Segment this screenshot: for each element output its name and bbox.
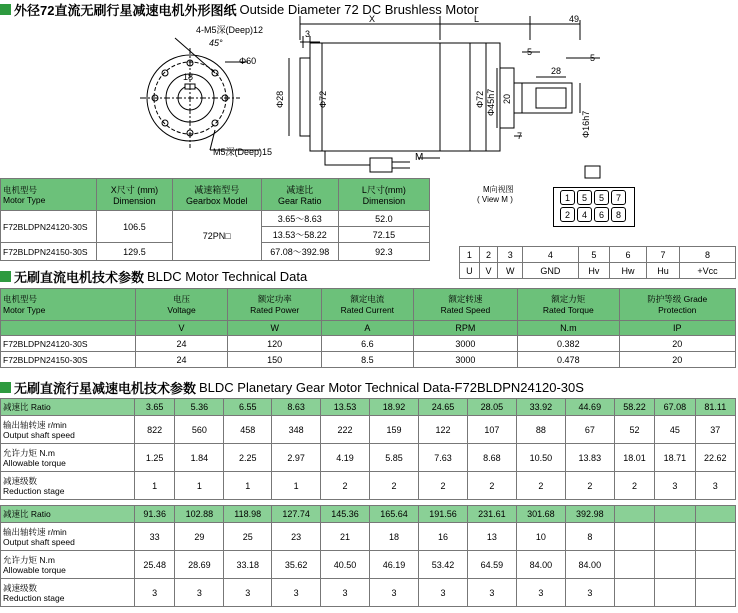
gear-cell: 64.59 bbox=[467, 551, 516, 579]
gear-cell: 3 bbox=[224, 579, 272, 607]
connector-pin: 2 bbox=[560, 207, 575, 222]
tech-table bbox=[0, 288, 736, 368]
gear-cell: 25 bbox=[224, 523, 272, 551]
rear-cap bbox=[300, 58, 310, 136]
gear-cell: 102.88 bbox=[175, 506, 224, 523]
gear-row bbox=[1, 579, 736, 607]
dim-phi72b: Φ72 bbox=[475, 90, 485, 108]
gear-cell: 165.64 bbox=[370, 506, 419, 523]
dim-l: L bbox=[474, 14, 480, 24]
tech-cell: 150 bbox=[228, 352, 322, 368]
gear-title-cn: 无刷直流行星减速电机技术参数 bbox=[14, 380, 197, 396]
tech-header-cell: 电机型号 Motor Type bbox=[1, 289, 136, 321]
tech-title-cn: 无刷直流电机技术参数 bbox=[14, 269, 145, 285]
gear-cell: 2.97 bbox=[272, 444, 321, 472]
gear-row-label: 允许力矩 N.m Allowable torque bbox=[1, 444, 135, 472]
gear-cell: 13.53 bbox=[321, 399, 370, 416]
tech-cell: 6.6 bbox=[321, 336, 413, 352]
gear-cell: 392.98 bbox=[565, 506, 614, 523]
gear-cell: 67 bbox=[565, 416, 614, 444]
gear-cell: 88 bbox=[516, 416, 565, 444]
gear-cell: 560 bbox=[175, 416, 224, 444]
gear-cell: 2 bbox=[418, 472, 467, 500]
gear-cell: 10 bbox=[516, 523, 565, 551]
gear-row bbox=[1, 506, 736, 523]
gear-cell: 84.00 bbox=[516, 551, 565, 579]
gear-cell bbox=[655, 523, 695, 551]
bolt-hole bbox=[162, 70, 168, 76]
gear-cell: 1 bbox=[175, 472, 224, 500]
gear-cell: 28.05 bbox=[467, 399, 516, 416]
dim-phi28: Φ28 bbox=[275, 90, 285, 108]
connector-plug bbox=[370, 158, 392, 172]
dim-20: 20 bbox=[502, 93, 512, 104]
tech-title bbox=[0, 267, 307, 285]
gear-cell: 348 bbox=[272, 416, 321, 444]
gear-cell: 1.84 bbox=[175, 444, 224, 472]
gear-cell: 35.62 bbox=[272, 551, 321, 579]
pin-label: +Vcc bbox=[679, 263, 735, 279]
gear-cell: 3 bbox=[565, 579, 614, 607]
gear-cell: 822 bbox=[135, 416, 175, 444]
dim-x: X bbox=[369, 14, 376, 24]
gearbox-model: 72PN□ bbox=[172, 211, 261, 261]
gear-row bbox=[1, 416, 736, 444]
gear-cell bbox=[614, 551, 654, 579]
gear-cell: 21 bbox=[321, 523, 370, 551]
gear-cell: 3 bbox=[516, 579, 565, 607]
pin-table bbox=[459, 246, 736, 279]
gear-cell: 2 bbox=[516, 472, 565, 500]
tech-cell: 8.5 bbox=[321, 352, 413, 368]
gear-cell: 3 bbox=[135, 579, 175, 607]
hdr-ratio: 减速比 Gear Ratio bbox=[261, 179, 338, 211]
gear-cell: 84.00 bbox=[565, 551, 614, 579]
gear-title bbox=[0, 378, 584, 396]
tech-unit-cell: IP bbox=[619, 321, 735, 336]
gear-cell: 28.69 bbox=[175, 551, 224, 579]
tech-unit-cell: RPM bbox=[413, 321, 517, 336]
gear-cell: 458 bbox=[224, 416, 272, 444]
tech-cell: 0.478 bbox=[518, 352, 619, 368]
gear-cell: 7.63 bbox=[418, 444, 467, 472]
model-x-2: 129.5 bbox=[97, 243, 173, 261]
tech-unit-cell bbox=[1, 321, 136, 336]
pin-label: W bbox=[498, 263, 523, 279]
connector-pin: 1 bbox=[560, 190, 575, 205]
gear-cell: 23 bbox=[272, 523, 321, 551]
gear-cell: 191.56 bbox=[418, 506, 467, 523]
tech-cell: 20 bbox=[619, 352, 735, 368]
model-x-1: 106.5 bbox=[97, 211, 173, 243]
tech-unit-row bbox=[1, 321, 736, 336]
gear-cell: 3 bbox=[175, 579, 224, 607]
gear-cell: 33.92 bbox=[516, 399, 565, 416]
dim-18: 18 bbox=[183, 72, 194, 82]
gear-cell: 1 bbox=[135, 472, 175, 500]
l-dim-1: 52.0 bbox=[338, 211, 429, 227]
gear-cell: 145.36 bbox=[321, 506, 370, 523]
pin-label: Hu bbox=[646, 263, 679, 279]
tech-row bbox=[1, 336, 736, 352]
bolt-note: 4-M5深(Deep)12 bbox=[196, 25, 264, 35]
gear-cell: 18.92 bbox=[370, 399, 419, 416]
gear-cell: 67.08 bbox=[655, 399, 695, 416]
pin-number: 1 bbox=[460, 247, 480, 263]
gear-cell: 8.68 bbox=[467, 444, 516, 472]
tech-unit-cell: N.m bbox=[518, 321, 619, 336]
drawing-title-cn: 外径72直流无刷行星减速电机外形图纸 bbox=[14, 2, 237, 18]
gear-cell: 3 bbox=[655, 472, 695, 500]
model-type-1: F72BLDPN24120-30S bbox=[1, 211, 97, 243]
pin-number: 4 bbox=[523, 247, 578, 263]
gear-row-label: 输出轴转速 r/min Output shaft speed bbox=[1, 416, 135, 444]
gear-cell: 1 bbox=[272, 472, 321, 500]
gear-cell: 8 bbox=[565, 523, 614, 551]
gear-cell: 52 bbox=[614, 416, 654, 444]
gear-cell bbox=[695, 551, 735, 579]
dim-28: 28 bbox=[551, 66, 562, 76]
hdr-l-dim: L尺寸(mm) Dimension bbox=[338, 179, 429, 211]
hdr-motor-type: 电机型号 Motor Type bbox=[1, 179, 97, 211]
dim-5b: 5 bbox=[590, 53, 596, 63]
gear-cell: 3.65 bbox=[135, 399, 175, 416]
gear-cell: 6.55 bbox=[224, 399, 272, 416]
ratio-range-2: 13.53～58.22 bbox=[261, 227, 338, 243]
gear-cell: 10.50 bbox=[516, 444, 565, 472]
connector-pin: 8 bbox=[611, 207, 626, 222]
gear-cell: 118.98 bbox=[224, 506, 272, 523]
pin-label-row bbox=[460, 263, 736, 279]
gear-cell bbox=[695, 579, 735, 607]
pin-label: GND bbox=[523, 263, 578, 279]
pin-number-row bbox=[460, 247, 736, 263]
gear-row bbox=[1, 399, 736, 416]
ratio-range-1: 3.65～8.63 bbox=[261, 211, 338, 227]
gear-cell: 18.71 bbox=[655, 444, 695, 472]
gear-cell bbox=[655, 506, 695, 523]
connector-grid bbox=[560, 190, 628, 222]
tech-header-cell: 额定功率 Rated Power bbox=[228, 289, 322, 321]
gear-cell: 3 bbox=[272, 579, 321, 607]
gear-row bbox=[1, 551, 736, 579]
shaft-key bbox=[536, 88, 566, 108]
gear-cell: 2 bbox=[614, 472, 654, 500]
tech-unit-cell: V bbox=[135, 321, 228, 336]
gear-cell bbox=[655, 551, 695, 579]
ratio-range-3: 67.08～392.98 bbox=[261, 243, 338, 261]
tech-cell: 120 bbox=[228, 336, 322, 352]
gear-row-label: 输出轴转速 r/min Output shaft speed bbox=[1, 523, 135, 551]
dim-phi60: Φ60 bbox=[239, 56, 257, 66]
gear-cell: 58.22 bbox=[614, 399, 654, 416]
pin-label: Hv bbox=[578, 263, 610, 279]
hdr-x-dim: X尺寸 (mm) Dimension bbox=[97, 179, 173, 211]
gear-row-label: 允许力矩 N.m Allowable torque bbox=[1, 551, 135, 579]
tech-header-cell: 电压 Voltage bbox=[135, 289, 228, 321]
bolt-hole bbox=[212, 120, 218, 126]
pin-number: 6 bbox=[610, 247, 647, 263]
dim-phi72a: Φ72 bbox=[318, 90, 328, 108]
gear-cell: 301.68 bbox=[516, 506, 565, 523]
gear-cell: 2 bbox=[370, 472, 419, 500]
tech-cell: 20 bbox=[619, 336, 735, 352]
gear-cell: 127.74 bbox=[272, 506, 321, 523]
gear-row bbox=[1, 472, 736, 500]
gear-cell: 3 bbox=[418, 579, 467, 607]
gear-cell: 2.25 bbox=[224, 444, 272, 472]
l-dim-3: 92.3 bbox=[338, 243, 429, 261]
tech-row bbox=[1, 352, 736, 368]
tech-cell: 0.382 bbox=[518, 336, 619, 352]
m5-note: M5深(Deep)15 bbox=[213, 147, 273, 157]
pin-label: Hw bbox=[610, 263, 647, 279]
gear-row bbox=[1, 523, 736, 551]
gear-cell: 231.61 bbox=[467, 506, 516, 523]
gear-cell: 40.50 bbox=[321, 551, 370, 579]
angle-label: 45° bbox=[209, 38, 223, 48]
gear-cell: 8.63 bbox=[272, 399, 321, 416]
gear-cell: 29 bbox=[175, 523, 224, 551]
pin-label: V bbox=[479, 263, 497, 279]
pin-label: U bbox=[460, 263, 480, 279]
title-marker bbox=[0, 4, 11, 15]
model-table bbox=[0, 178, 430, 261]
tech-title-en: BLDC Motor Technical Data bbox=[147, 268, 308, 284]
connector-pin: 5 bbox=[594, 190, 609, 205]
drawing-title-en: Outside Diameter 72 DC Brushless Motor bbox=[239, 1, 479, 17]
title-marker bbox=[0, 382, 11, 393]
tech-cell: 24 bbox=[135, 352, 228, 368]
tech-header-cell: 额定力矩 Rated Torque bbox=[518, 289, 619, 321]
l-dim-2: 72.15 bbox=[338, 227, 429, 243]
gear-row bbox=[1, 444, 736, 472]
gear-cell: 3 bbox=[321, 579, 370, 607]
gear-cell: 107 bbox=[467, 416, 516, 444]
gear-cell: 16 bbox=[418, 523, 467, 551]
gear-cell bbox=[655, 579, 695, 607]
model-type-2: F72BLDPN24150-30S bbox=[1, 243, 97, 261]
model-table-header bbox=[1, 179, 430, 211]
hdr-gearbox: 减速箱型号 Gearbox Model bbox=[172, 179, 261, 211]
gear-cell: 25.48 bbox=[135, 551, 175, 579]
tech-header-cell: 额定电流 Rated Current bbox=[321, 289, 413, 321]
gear-cell bbox=[614, 523, 654, 551]
dim-phi45: Φ45h7 bbox=[486, 88, 496, 116]
view-title-cn: M向视图 bbox=[483, 185, 514, 194]
dim-3: 3 bbox=[305, 29, 311, 39]
connector-pin: 4 bbox=[577, 207, 592, 222]
gear-cell: 33.18 bbox=[224, 551, 272, 579]
gear-cell: 91.36 bbox=[135, 506, 175, 523]
view-title-en: ( View M ) bbox=[477, 195, 513, 204]
gear-cell bbox=[695, 523, 735, 551]
motor-body bbox=[310, 43, 440, 151]
gear-cell: 4.19 bbox=[321, 444, 370, 472]
gear-row-label: 减速比 Ratio bbox=[1, 399, 135, 416]
tech-unit-cell: W bbox=[228, 321, 322, 336]
gear-cell: 1.25 bbox=[135, 444, 175, 472]
gear-cell: 13 bbox=[467, 523, 516, 551]
gear-cell: 159 bbox=[370, 416, 419, 444]
gear-cell: 2 bbox=[467, 472, 516, 500]
gear-cell: 33 bbox=[135, 523, 175, 551]
tech-header-cell: 额定转速 Rated Speed bbox=[413, 289, 517, 321]
gear-cell: 5.36 bbox=[175, 399, 224, 416]
gear-cell: 53.42 bbox=[418, 551, 467, 579]
title-marker bbox=[0, 271, 11, 282]
gear-cell: 81.11 bbox=[695, 399, 735, 416]
dim-7: 7 bbox=[517, 131, 523, 141]
connector-pin: 5 bbox=[577, 190, 592, 205]
gear-cell: 3 bbox=[695, 472, 735, 500]
gear-cell bbox=[614, 506, 654, 523]
gear-cell bbox=[614, 579, 654, 607]
dim-phi16: Φ16h7 bbox=[581, 110, 591, 138]
gear-cell: 37 bbox=[695, 416, 735, 444]
dim-49: 49 bbox=[569, 14, 580, 24]
tech-cell: F72BLDPN24120-30S bbox=[1, 336, 136, 352]
gear-cell: 13.83 bbox=[565, 444, 614, 472]
pin-number: 2 bbox=[479, 247, 497, 263]
tech-cell: 3000 bbox=[413, 352, 517, 368]
connector-pin: 7 bbox=[611, 190, 626, 205]
model-row bbox=[1, 211, 430, 227]
gear-cell: 44.69 bbox=[565, 399, 614, 416]
gear-cell bbox=[695, 506, 735, 523]
gear-title-en: BLDC Planetary Gear Motor Technical Data-F72BLDPN24120-30S bbox=[199, 379, 584, 395]
gear-cell: 2 bbox=[321, 472, 370, 500]
gear-row-label: 减速比 Ratio bbox=[1, 506, 135, 523]
pin-number: 3 bbox=[498, 247, 523, 263]
gear-cell: 3 bbox=[370, 579, 419, 607]
tech-unit-cell: A bbox=[321, 321, 413, 336]
tech-cell: 3000 bbox=[413, 336, 517, 352]
gear-cell: 22.62 bbox=[695, 444, 735, 472]
gear-cell: 24.65 bbox=[418, 399, 467, 416]
gear-cell: 122 bbox=[418, 416, 467, 444]
gear-cell: 18.01 bbox=[614, 444, 654, 472]
gear-row-label: 减速级数 Reduction stage bbox=[1, 579, 135, 607]
tech-header-cell: 防护等级 Grade Protection bbox=[619, 289, 735, 321]
gear-cell: 45 bbox=[655, 416, 695, 444]
gear-cell: 2 bbox=[565, 472, 614, 500]
connector-pin: 6 bbox=[594, 207, 609, 222]
gear-cell: 46.19 bbox=[370, 551, 419, 579]
pin-number: 7 bbox=[646, 247, 679, 263]
pin-number: 5 bbox=[578, 247, 610, 263]
gear-table bbox=[0, 398, 736, 607]
gear-cell: 222 bbox=[321, 416, 370, 444]
pin-number: 8 bbox=[679, 247, 735, 263]
gear-row-label: 减速级数 Reduction stage bbox=[1, 472, 135, 500]
gear-cell: 18 bbox=[370, 523, 419, 551]
tech-cell: F72BLDPN24150-30S bbox=[1, 352, 136, 368]
dim-5a: 5 bbox=[527, 47, 533, 57]
gear-cell: 1 bbox=[224, 472, 272, 500]
view-arrow-m: M bbox=[415, 152, 424, 163]
bolt-hole bbox=[162, 120, 168, 126]
gear-cell: 5.85 bbox=[370, 444, 419, 472]
gear-cell: 3 bbox=[467, 579, 516, 607]
tech-cell: 24 bbox=[135, 336, 228, 352]
connector-view-top bbox=[585, 166, 600, 178]
tech-header-row bbox=[1, 289, 736, 321]
